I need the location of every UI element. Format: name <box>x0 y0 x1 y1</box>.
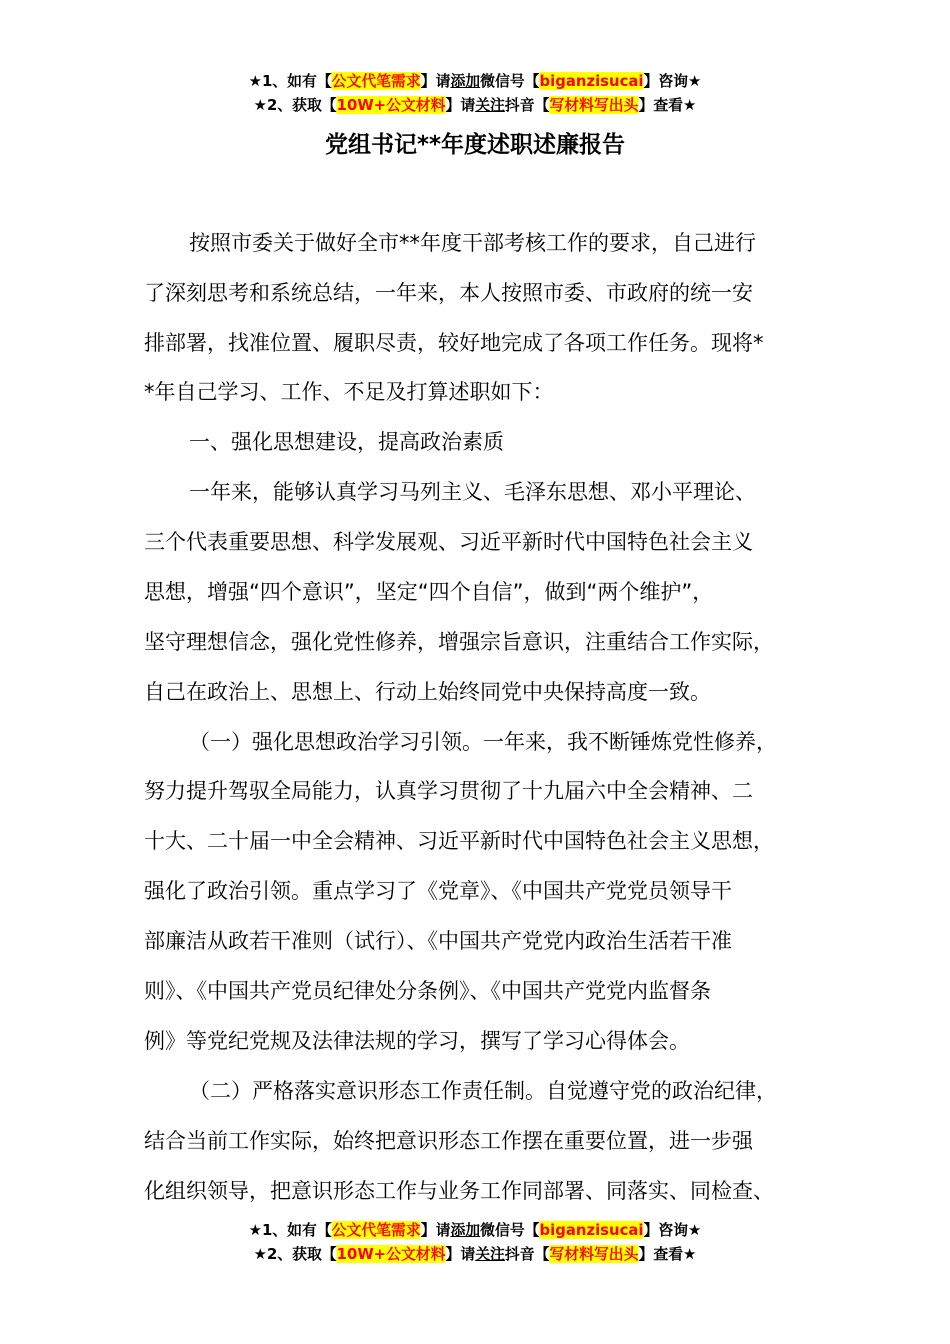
body-line: 强化了政治引领。重点学习了《党章》、《中国共产党党员领导干 <box>144 879 732 903</box>
body-line: 思想，增强“四个意识”，坚定“四个自信”，做到“两个维护”， <box>144 580 714 604</box>
document-title: 党组书记**年度述职述廉报告 <box>324 132 626 158</box>
notice-text: 】请 <box>445 1245 476 1263</box>
body-line: 按照市委关于做好全市**年度干部考核工作的要求，自己进行 <box>189 231 756 255</box>
body-line: 一年来，能够认真学习马列主义、毛泽东思想、邓小平理论、 <box>189 480 756 504</box>
body-line: 部廉洁从政若干准则（试行）、《中国共产党党内政治生活若干准 <box>144 929 732 953</box>
notice-text: 抖音【 <box>504 1245 550 1263</box>
notice-highlight: 公文代笔需求 <box>331 1221 421 1239</box>
body-line: 自己在政治上、思想上、行动上始终同党中央保持高度一致。 <box>144 680 711 704</box>
notice-text: 】请 <box>420 72 451 90</box>
notice-text: ★1、如有【 <box>248 72 332 90</box>
notice-text: 】咨询★ <box>643 1221 702 1239</box>
footer-notice-line-1 <box>5 1219 945 1241</box>
body-line: 例》等党纪党规及法律法规的学习，撰写了学习心得体会。 <box>144 1029 690 1053</box>
footer-notice-line-2 <box>5 1243 945 1265</box>
notice-emphasis: 关注 <box>475 1245 505 1263</box>
notice-text: 微信号【 <box>480 72 540 90</box>
notice-highlight: 10W+公文材料 <box>336 1245 446 1263</box>
body-line: *年自己学习、工作、不足及打算述职如下： <box>144 380 554 404</box>
section-heading: 一、强化思想建设，提高政治素质 <box>189 430 504 454</box>
notice-text: ★2、获取【 <box>253 96 337 114</box>
body-line: （一）强化思想政治学习引领。一年来，我不断锤炼党性修养， <box>189 730 777 754</box>
body-line: 结合当前工作实际，始终把意识形态工作摆在重要位置，进一步强 <box>144 1129 753 1153</box>
notice-emphasis: 添加 <box>450 1221 481 1239</box>
notice-highlight: biganzisucai <box>539 72 644 90</box>
notice-text: 】请 <box>420 1221 451 1239</box>
notice-highlight: 10W+公文材料 <box>336 96 446 114</box>
notice-text: 微信号【 <box>480 1221 540 1239</box>
notice-text: 】咨询★ <box>643 72 702 90</box>
body-line: 化组织领导，把意识形态工作与业务工作同部署、同落实、同检查、 <box>144 1179 774 1203</box>
notice-text: 】查看★ <box>638 1245 697 1263</box>
body-line: 坚守理想信念，强化党性修养，增强宗旨意识，注重结合工作实际， <box>144 630 774 654</box>
notice-emphasis: 关注 <box>475 96 505 114</box>
header-notice-line-1 <box>5 70 945 92</box>
notice-highlight: biganzisucai <box>539 1221 644 1239</box>
notice-text: 】查看★ <box>638 96 697 114</box>
body-line: 十大、二十届一中全会精神、习近平新时代中国特色社会主义思想， <box>144 829 774 853</box>
notice-emphasis: 添加 <box>450 72 481 90</box>
body-line: 了深刻思考和系统总结，一年来，本人按照市委、市政府的统一安 <box>144 281 753 305</box>
body-line: 三个代表重要思想、科学发展观、习近平新时代中国特色社会主义 <box>144 530 753 554</box>
notice-highlight: 写材料写出头 <box>549 1245 639 1263</box>
body-line: 努力提升驾驭全局能力，认真学习贯彻了十九届六中全会精神、二 <box>144 779 753 803</box>
notice-text: 】请 <box>445 96 476 114</box>
body-line: 排部署，找准位置、履职尽责，较好地完成了各项工作任务。现将* <box>144 331 764 355</box>
header-notice-line-2 <box>5 94 945 116</box>
notice-text: 抖音【 <box>504 96 550 114</box>
notice-highlight: 写材料写出头 <box>549 96 639 114</box>
body-line: 则》、《中国共产党员纪律处分条例》、《中国共产党党内监督条 <box>144 979 711 1003</box>
body-line: （二）严格落实意识形态工作责任制。自觉遵守党的政治纪律， <box>189 1079 777 1103</box>
notice-highlight: 公文代笔需求 <box>331 72 421 90</box>
notice-text: ★2、获取【 <box>253 1245 337 1263</box>
notice-text: ★1、如有【 <box>248 1221 332 1239</box>
